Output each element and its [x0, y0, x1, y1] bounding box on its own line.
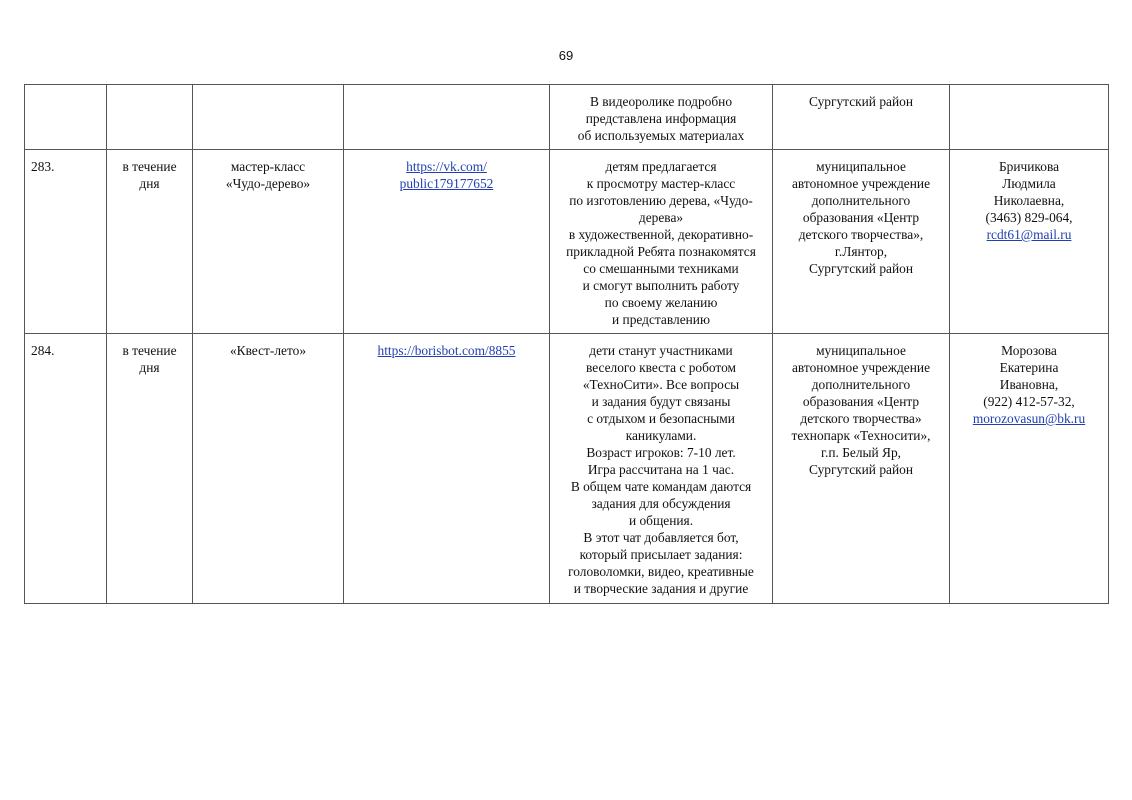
cell-contact — [950, 85, 1109, 150]
cell-number: 283. — [25, 150, 107, 334]
events-table — [24, 84, 1109, 604]
cell-link — [344, 150, 550, 334]
cell-organization: Сургутский район — [773, 85, 950, 150]
table-row — [25, 85, 1109, 150]
cell-description: детям предлагается к просмотру мастер-класс по изготовлению дерева, «Чудо- дерева» в художественной, декоративно- прикладной Ребята познакомятся со смешанными техниками и смогут выполнить работу по своему желанию и представлению — [550, 150, 773, 334]
event-link[interactable]: https://borisbot.com/8855 — [377, 343, 516, 358]
cell-time — [107, 85, 193, 150]
cell-time: в течение дня — [107, 334, 193, 604]
table-row — [25, 334, 1109, 604]
cell-contact — [950, 150, 1109, 334]
cell-link — [344, 334, 550, 604]
page-number: 69 — [558, 48, 574, 63]
table-row — [25, 150, 1109, 334]
contact-name: Бричикова Людмила Николаевна, (3463) 829-064, — [985, 159, 1073, 225]
contact-name: Морозова Екатерина Ивановна, (922) 412-57-32, — [983, 343, 1075, 409]
cell-number — [25, 85, 107, 150]
cell-description: В видеоролике подробно представлена информация об используемых материалах — [550, 85, 773, 150]
contact-email-link[interactable]: rcdt61@mail.ru — [986, 227, 1072, 242]
contact-email-link[interactable]: morozovasun@bk.ru — [972, 411, 1086, 426]
cell-link — [344, 85, 550, 150]
cell-time: в течение дня — [107, 150, 193, 334]
cell-event-name — [193, 85, 344, 150]
event-link[interactable]: https://vk.com/ public179177652 — [399, 159, 494, 191]
cell-description: дети станут участниками веселого квеста с роботом «ТехноСити». Все вопросы и задания будут связаны с отдыхом и безопасными каникулами. Возраст игроков: 7-10 лет. Игра рассчитана на 1 час. В общем чате командам даются задания для обсуждения и общения. В этот чат добавляется бот, который присылает задания: головоломки, видео, креативные и творческие задания и другие — [550, 334, 773, 604]
cell-event-name: «Квест-лето» — [193, 334, 344, 604]
cell-event-name: мастер-класс «Чудо-дерево» — [193, 150, 344, 334]
cell-number: 284. — [25, 334, 107, 604]
cell-contact — [950, 334, 1109, 604]
cell-organization: муниципальное автономное учреждение дополнительного образования «Центр детского творчества», г.Лянтор, Сургутский район — [773, 150, 950, 334]
cell-organization: муниципальное автономное учреждение дополнительного образования «Центр детского творчества» технопарк «Техносити», г.п. Белый Яр, Сургутский район — [773, 334, 950, 604]
